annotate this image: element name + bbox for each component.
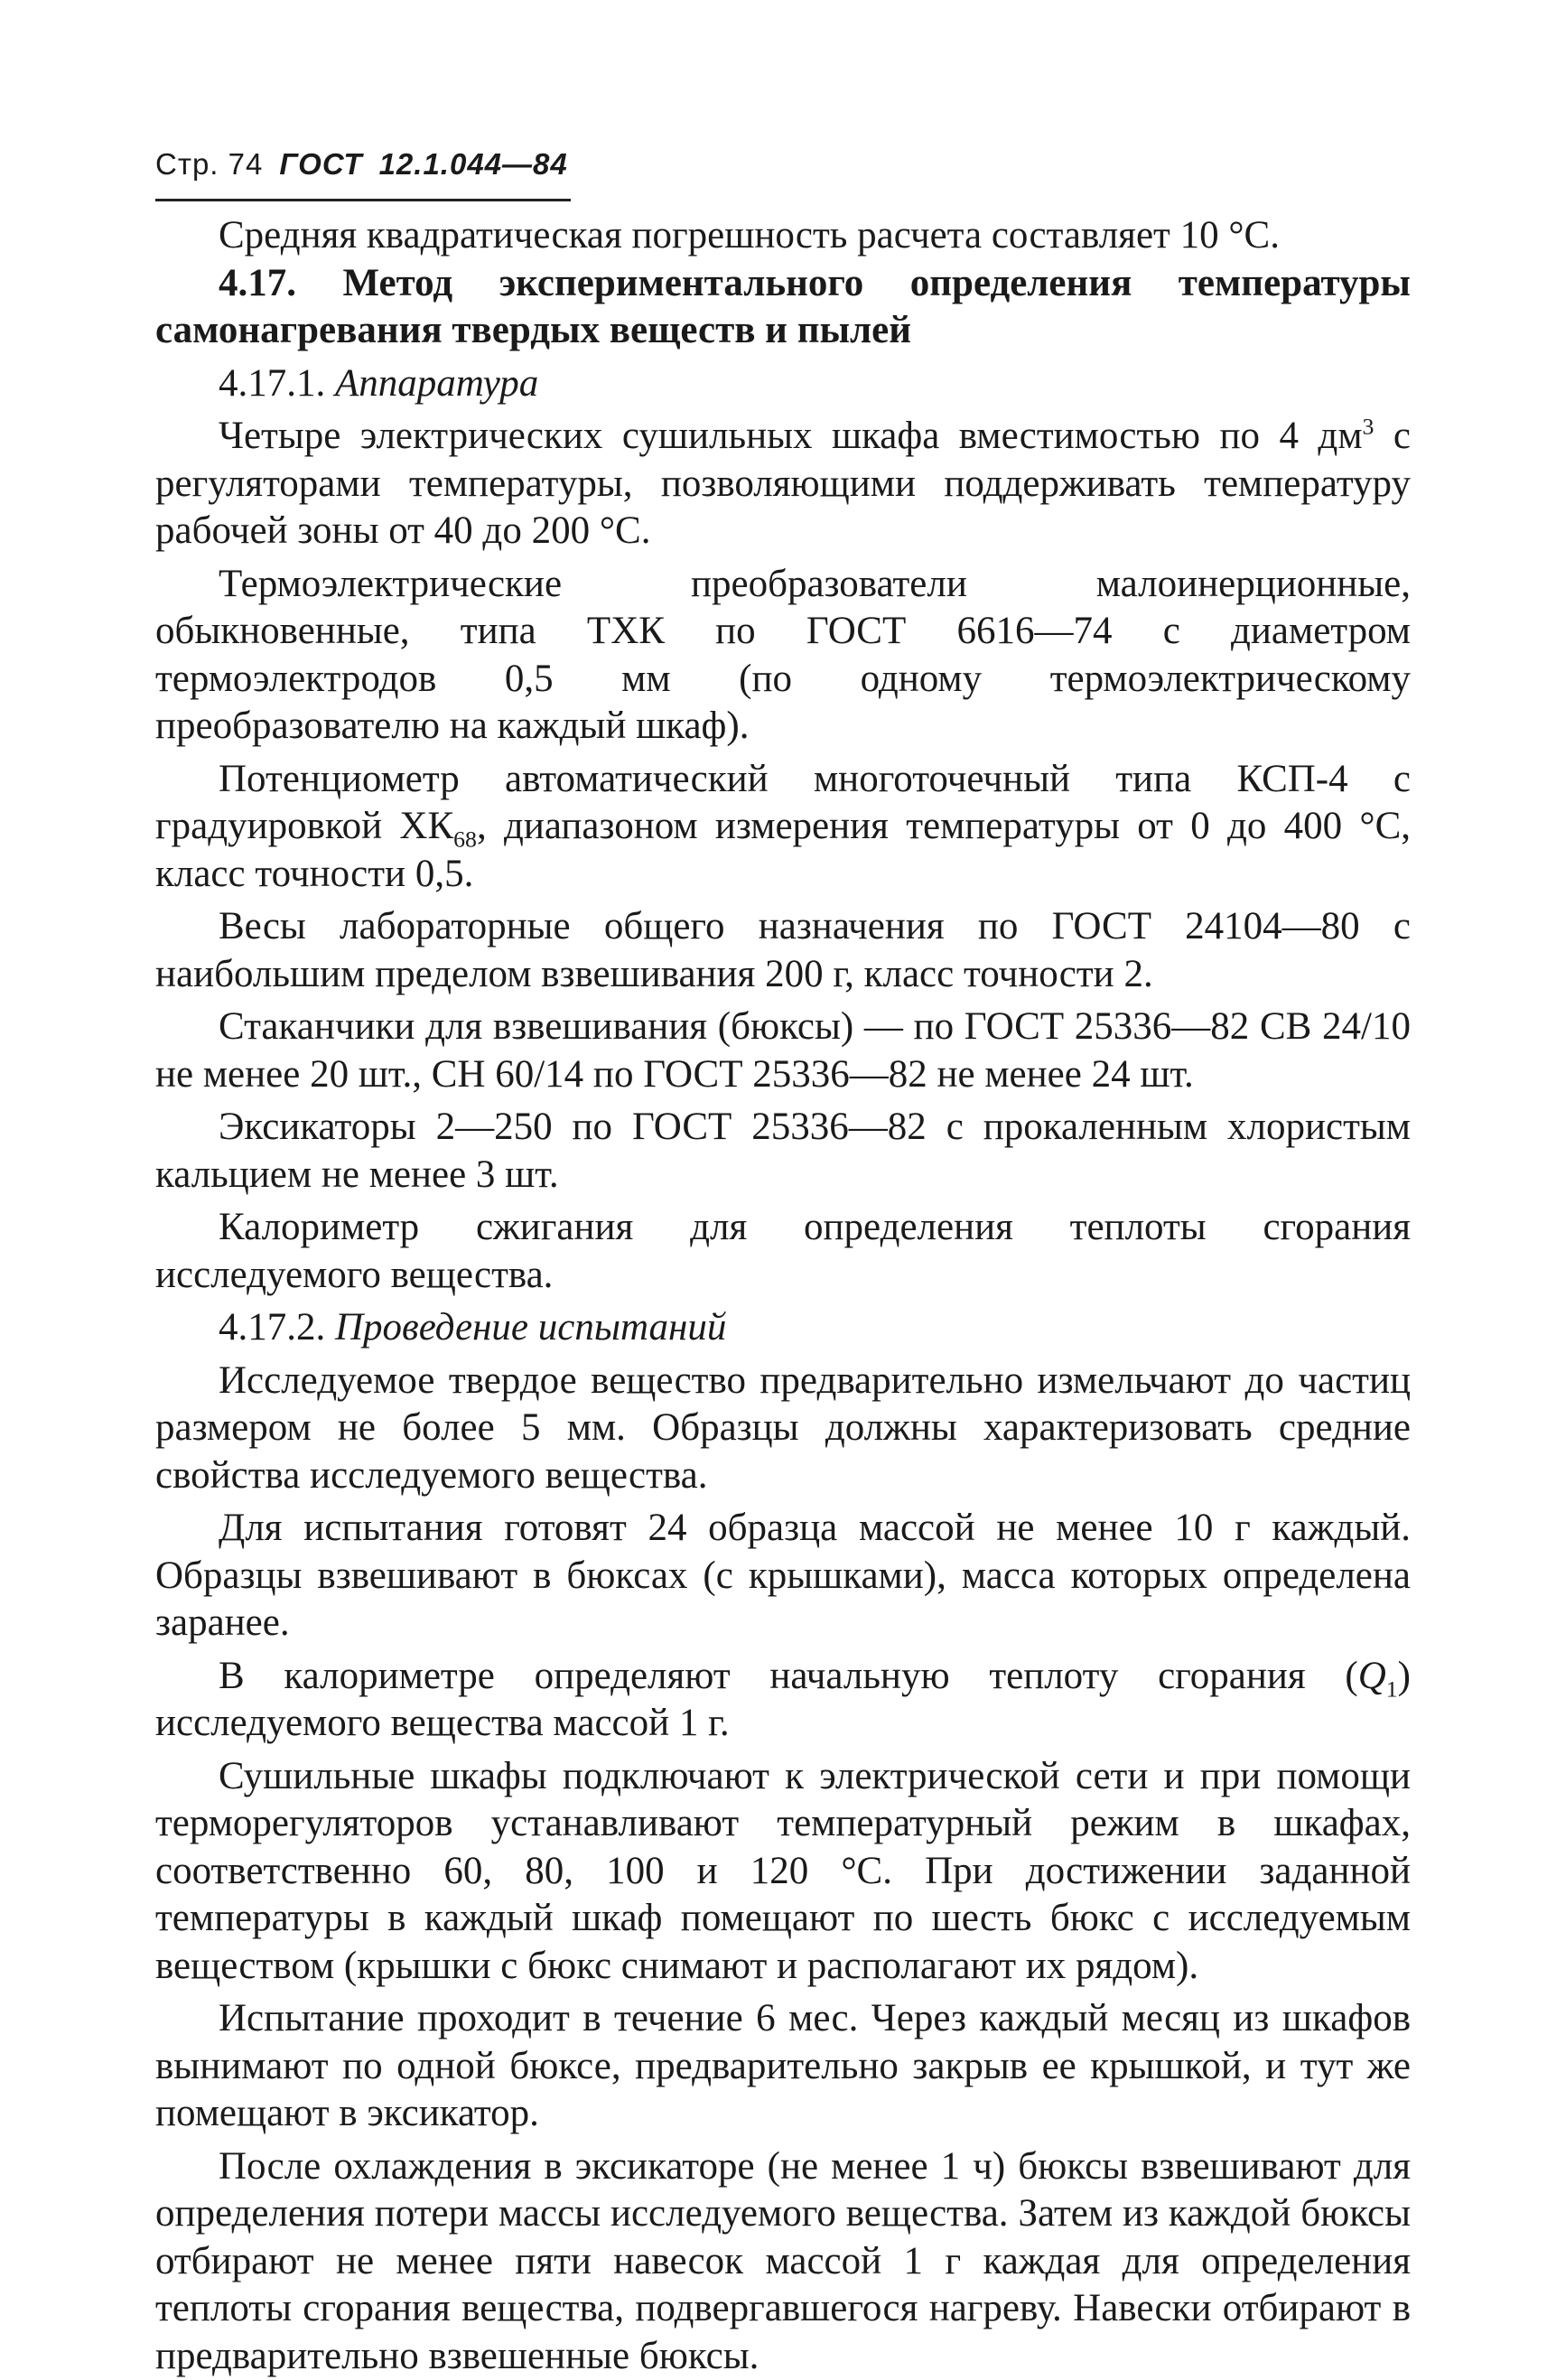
subsection-heading-4-17-2 [155,1304,1411,1352]
subsection-number: 4.17.1. [219,362,325,405]
text-run: , диапазоном измерения температуры от 0 до 400 °С, класс точности 0,5. [155,805,1411,895]
superscript: 3 [1363,414,1375,440]
subscript: 68 [453,826,477,853]
paragraph-error: Средняя квадратическая погрешность расчета составляет 10 °С. [155,212,1411,260]
paragraph-temperature-mode: Сушильные шкафы подключают к электрической сети и при помощи терморегуляторов устанавливают температурный режим в шкафах, соответственно 60, 80, 100 и 120 °С. При достижении заданной температуры в каждый шкаф помещают по шесть бюкс с исследуемым веществом (крышки с бюкс снимают и располагают их рядом). [155,1753,1411,1991]
subsection-title: Аппаратура [335,362,538,405]
subscript: 1 [1386,1675,1398,1702]
standard-name: ГОСТ [279,147,362,181]
standard-number: 12.1.044—84 [379,147,568,181]
text-run: Потенциометр автоматический многоточечный типа КСП-4 с градуировкой ХК [155,758,1411,848]
text-run: ) исследуемого вещества массой 1 г. [155,1655,1411,1745]
subsection-number: 4.17.2. [219,1306,325,1349]
header-rule [155,199,571,201]
document-body [155,212,1411,2380]
paragraph-test-duration: Испытание проходит в течение 6 мес. Через каждый месяц из шкафов вынимают по одной бюксе, предварительно закрыв ее крышкой, и тут же помещают в эксикатор. [155,1995,1411,2138]
formula-symbol: Q [1358,1655,1386,1697]
page-header [155,145,1411,184]
paragraph-samples: Для испытания готовят 24 образца массой не менее 10 г каждый. Образцы взвешивают в бюксах (с крышками), масса которых определена заранее. [155,1505,1411,1647]
page-number: Стр. 74 [155,147,263,181]
paragraph-weighing-bottles: Стаканчики для взвешивания (бюксы) — по ГОСТ 25336—82 СВ 24/10 не менее 20 шт., СН 60/14 по ГОСТ 25336—82 не менее 24 шт. [155,1003,1411,1098]
paragraph-grinding: Исследуемое твердое вещество предварительно измельчают до частиц размером не более 5 мм. Образцы должны характеризовать средние свойства исследуемого вещества. [155,1358,1411,1500]
paragraph-heat-of-combustion [155,1653,1411,1748]
subsection-heading-4-17-1 [155,360,1411,408]
section-heading-4-17: 4.17. Метод экспериментального определения температуры самонагревания твердых веществ и пылей [155,260,1411,355]
paragraph-scales: Весы лабораторные общего назначения по ГОСТ 24104—80 с наибольшим пределом взвешивания 200 г, класс точности 2. [155,903,1411,998]
text-run: с регуляторами температуры, позволяющими поддерживать температуру рабочей зоны от 40 до 200 °С. [155,415,1411,552]
paragraph-potentiometer [155,756,1411,899]
paragraph-thermocouples: Термоэлектрические преобразователи малоинерционные, обыкновенные, типа ТХК по ГОСТ 6616—74 с диаметром термоэлектродов 0,5 мм (по одному термоэлектрическому преобразователю на каждый шкаф). [155,561,1411,751]
document-page [155,145,1411,2380]
paragraph-desiccators: Эксикаторы 2—250 по ГОСТ 25336—82 с прокаленным хлористым кальцием не менее 3 шт. [155,1104,1411,1199]
paragraph-cooling: После охлаждения в эксикаторе (не менее 1 ч) бюксы взвешивают для определения потери массы исследуемого вещества. Затем из каждой бюксы отбирают не менее пяти навесок массой 1 г каждая для определения теплоты сгорания вещества, подвергавшегося нагреву. Навески отбирают в предварительно взвешенные бюксы. [155,2143,1411,2380]
paragraph-drying-cabinets [155,413,1411,555]
paragraph-calorimeter: Калориметр сжигания для определения теплоты сгорания исследуемого вещества. [155,1204,1411,1299]
text-run: Четыре электрических сушильных шкафа вместимостью по 4 дм [219,415,1363,457]
text-run: В калориметре определяют начальную теплоту сгорания ( [219,1655,1358,1697]
subsection-title: Проведение испытаний [335,1306,726,1349]
